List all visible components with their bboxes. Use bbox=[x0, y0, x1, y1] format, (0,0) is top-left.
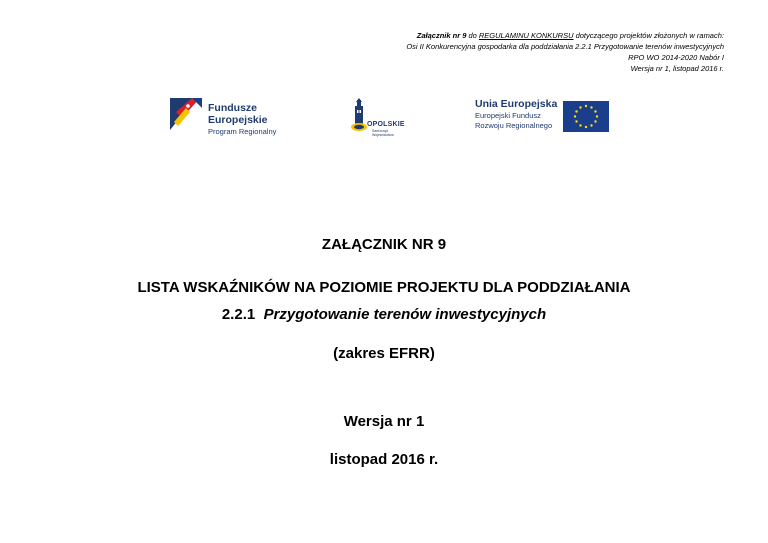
opolskie-name: OPOLSKIE bbox=[367, 121, 405, 128]
date-label: listopad 2016 r. bbox=[329, 451, 439, 468]
header-line-4: Wersja nr 1, listopad 2016 r. bbox=[630, 64, 724, 73]
opolskie-subtitle: Samorząd Województwa bbox=[372, 129, 394, 137]
header-line-3: RPO WO 2014-2020 Nabór I bbox=[628, 53, 724, 62]
header-line-2: Osi II Konkurencyjna gospodarka dla poddziałania 2.2.1 Przygotowanie terenów inwestycyjnych bbox=[406, 42, 724, 51]
indicator-list-title: LISTA WSKAŹNIKÓW NA POZIOMIE PROJEKTU DLA PODDZIAŁANIA bbox=[137, 279, 631, 296]
opolskie-logo bbox=[350, 98, 410, 138]
opolskie-tower-icon bbox=[350, 98, 368, 132]
fundusze-line-1: Fundusze bbox=[208, 102, 257, 114]
subaction-name: Przygotowanie terenów inwestycyjnych bbox=[263, 306, 547, 323]
unia-title: Unia Europejska bbox=[475, 98, 558, 110]
subaction-title bbox=[0, 306, 768, 323]
header-attachment-number: Załącznik nr 9 bbox=[416, 31, 467, 40]
fundusze-europejskie-icon bbox=[170, 94, 206, 134]
eu-flag-icon bbox=[563, 101, 609, 132]
attachment-header-note bbox=[304, 30, 724, 74]
header-connector: do bbox=[466, 31, 479, 40]
unia-europejska-logo bbox=[475, 94, 615, 142]
logo-strip bbox=[170, 88, 610, 146]
header-line-1 bbox=[304, 30, 724, 41]
header-regulation-link[interactable]: REGULAMINU KONKURSU bbox=[478, 31, 574, 40]
header-line-1-end: dotyczącego projektów złożonych w ramach: bbox=[573, 31, 724, 40]
version-label: Wersja nr 1 bbox=[343, 413, 425, 430]
fundusze-europejskie-logo bbox=[170, 94, 290, 140]
unia-subtitle-1: Europejski Fundusz bbox=[475, 111, 541, 120]
unia-subtitle-2: Rozwoju Regionalnego bbox=[475, 121, 553, 130]
fundusze-line-3: Program Regionalny bbox=[208, 127, 277, 136]
subaction-number: 2.2.1 bbox=[221, 306, 256, 323]
scope-label: (zakres EFRR) bbox=[333, 345, 435, 362]
fundusze-line-2: Europejskie bbox=[208, 114, 268, 126]
attachment-title: ZAŁĄCZNIK NR 9 bbox=[321, 236, 447, 253]
